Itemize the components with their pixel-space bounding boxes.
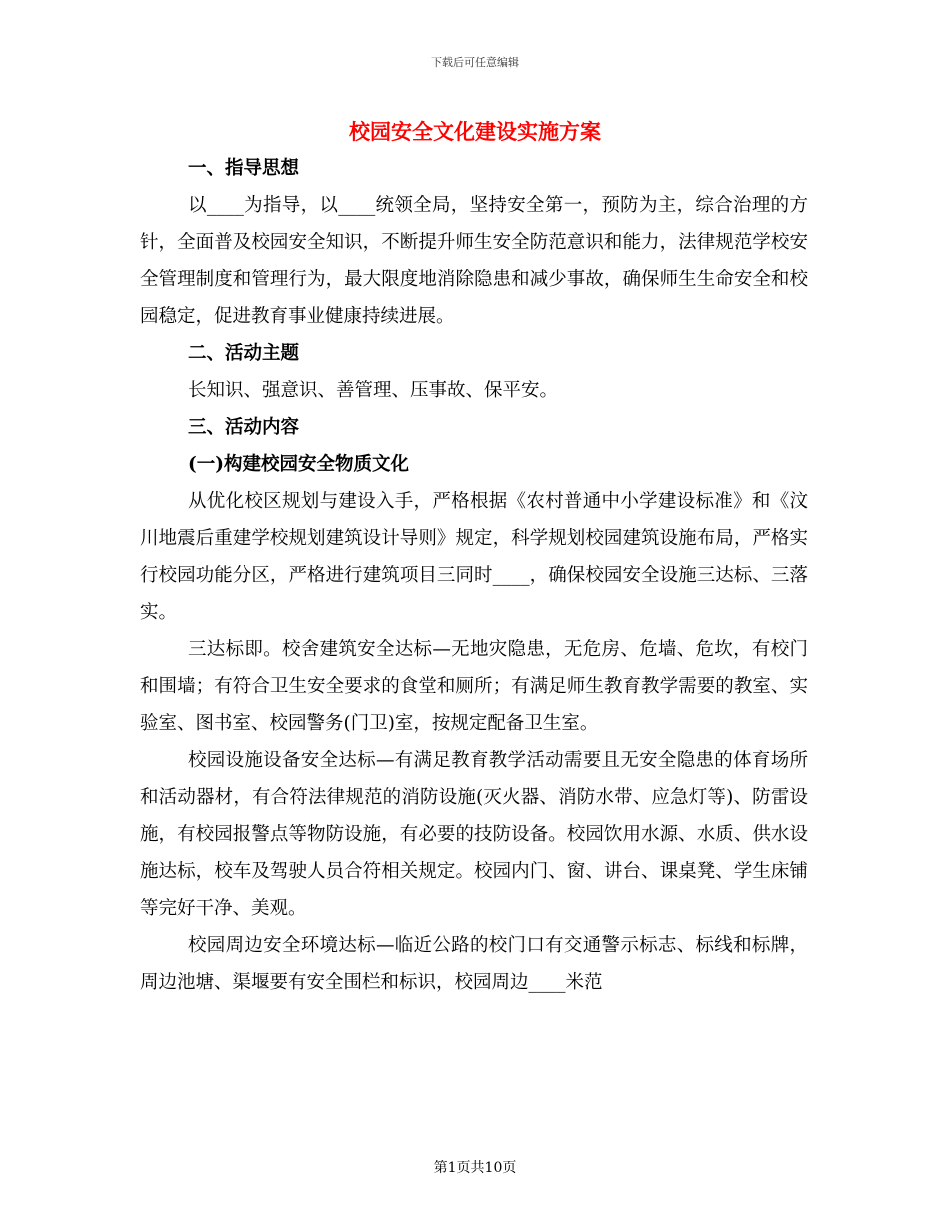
page-footer: 第1页共10页 (433, 1160, 517, 1176)
paragraph-surroundings-standard: 校园周边安全环境达标—临近公路的校门口有交通警示标志、标线和标牌，周边池塘、渠堰要有安全围栏和标识，校园周边____米范 (140, 935, 808, 993)
section-heading-activity-content: 三、活动内容 (188, 417, 300, 438)
paragraph-guiding-thought: 以____为指导，以____统领全局，坚持安全第一，预防为主，综合治理的方针，全面普及校园安全知识，不断提升师生安全防范意识和能力，法律规范学校安全管理制度和管理行为，最大限度地消除隐患和减少事故，确保师生生命安全和校园稳定，促进教育事业健康持续进展。 (140, 195, 808, 327)
section-heading-activity-theme: 二、活动主题 (188, 343, 300, 364)
paragraph-three-standards: 三达标即。校舍建筑安全达标—无地灾隐患，无危房、危墙、危坎，有校门和围墙；有符合卫生安全要求的食堂和厕所；有满足师生教育教学需要的教室、实验室、图书室、校园警务(门卫)室，按规定配备卫生室。 (140, 639, 808, 734)
document-title: 校园安全文化建设实施方案 (349, 119, 601, 144)
paragraph-campus-planning: 从优化校区规划与建设入手，严格根据《农村普通中小学建设标准》和《汶川地震后重建学校规划建筑设计导则》规定，科学规划校园建筑设施布局，严格实行校园功能分区，严格进行建筑项目三同时____，确保校园安全设施三达标、三落实。 (140, 491, 808, 623)
section-heading-guiding-thought: 一、指导思想 (188, 158, 300, 179)
subsection-heading-material-culture: (一)构建校园安全物质文化 (188, 454, 410, 475)
document-body (140, 150, 808, 1001)
paragraph-facilities-standard: 校园设施设备安全达标—有满足教育教学活动需要且无安全隐患的体育场所和活动器材，有合符法律规范的消防设施(灭火器、消防水带、应急灯等)、防雷设施，有校园报警点等物防设施，有必要的技防设备。校园饮用水源、水质、供水设施达标，校车及驾驶人员合符相关规定。校园内门、窗、讲台、课桌凳、学生床铺等完好干净、美观。 (140, 750, 808, 919)
page-header: 下载后可任意编辑 (431, 56, 519, 69)
paragraph-activity-theme: 长知识、强意识、善管理、压事故、保平安。 (188, 380, 559, 401)
